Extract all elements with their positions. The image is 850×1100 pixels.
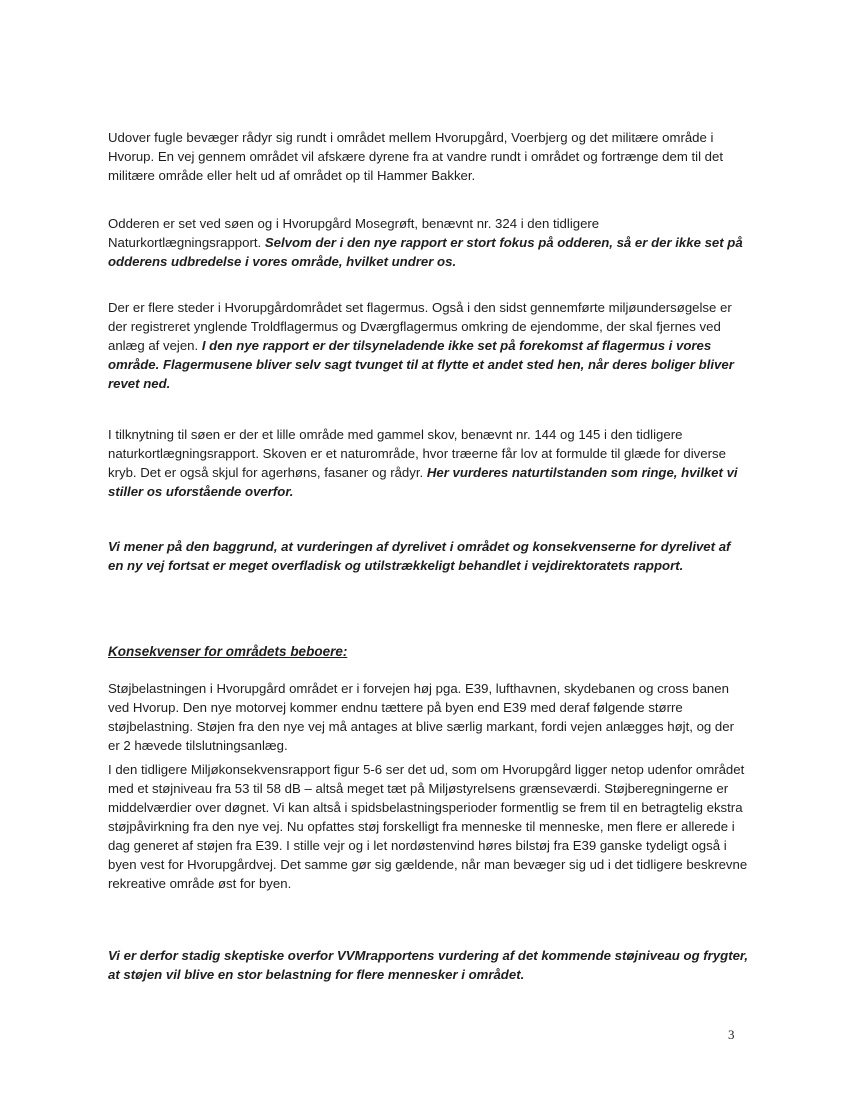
paragraph-text: I tilknytning til søen er der et lille område med gammel skov, benævnt nr. 144 og 145 i den tidligere naturkortlægningsrapport. Skoven er et naturområde, hvor træerne får lov at formulde til glæde for diverse kryb. Det er også skjul for agerhøns, fasaner og rådyr.: [108, 427, 726, 480]
paragraph-emphasis: I den nye rapport er der tilsyneladende ikke set på forekomst af flagermus i vores område. Flagermusene bliver selv sagt tvunget til at flytte et andet sted hen, når deres boliger bliver revet ned.: [108, 338, 734, 391]
paragraph-bats: [108, 298, 748, 393]
paragraph-text: Der er flere steder i Hvorupgårdområdet set flagermus. Også i den sidst gennemførte miljøundersøgelse er der registreret ynglende Troldflagermus og Dværgflagermus omkring de ejendomme, der skal fjernes ved anlæg af vejen.: [108, 300, 732, 353]
paragraph-emphasis: Her vurderes naturtilstanden som ringe, hvilket vi stiller os uforstående overfor.: [108, 465, 738, 499]
paragraph-forest: [108, 425, 748, 501]
paragraph-noise-conclusion: Vi er derfor stadig skeptiske overfor VVMrapportens vurdering af det kommende støjniveau og frygter, at støjen vil blive en stor belastning for flere mennesker i området.: [108, 948, 748, 982]
paragraph-emphasis: Selvom der i den nye rapport er stort fokus på odderen, så er der ikke set på odderens udbredelse i vores område, hvilket undrer os.: [108, 235, 743, 269]
section-heading: Konsekvenser for områdets beboere:: [108, 644, 348, 659]
paragraph-noise-intro: Støjbelastningen i Hvorupgård området er i forvejen høj pga. E39, lufthavnen, skydebanen og cross banen ved Hvorup. Den nye motorvej kommer endnu tættere på byen end E39 med deraf følgende større støjbelastning. Støjen fra den nye vej må antages at blive særlig markant, fordi vejen anlægges højt, og der er 2 hævede tilslutningsanlæg.: [108, 681, 734, 753]
page-number: 3: [728, 1027, 735, 1042]
paragraph-noise-detail: I den tidligere Miljøkonsekvensrapport figur 5-6 ser det ud, som om Hvorupgård ligger netop udenfor området med et støjniveau fra 53 til 58 dB – altså meget tæt på Miljøstyrelsens grænseværdi. Støjberegningerne er middelværdier over døgnet. Vi kan altså i spidsbelastningsperioder formentlig se frem til en betragtelig ekstra støjpåvirkning fra den nye vej. Nu opfattes støj forskelligt fra menneske til menneske, men flere er allerede i dag generet af støjen fra E39. I stille vejr og i let nordøstenvind høres bilstøj fra E39 ganske tydeligt også i byen vest for Hvorupgårdvej. Det samme gør sig gældende, når man bevæger sig ud i det tidligere beskrevne rekreative område øst for byen.: [108, 762, 748, 891]
paragraph-deer: [108, 128, 748, 185]
paragraph-text: Udover fugle bevæger rådyr sig rundt i området mellem Hvorupgård, Voerbjerg og det militære område i Hvorup. En vej gennem området vil afskære dyrene fra at vandre rundt i området og fortrænge dem til det militære område eller helt ud af området op til Hammer Bakker.: [108, 130, 723, 183]
paragraph-otter: [108, 214, 748, 271]
paragraph-emphasis: Vi mener på den baggrund, at vurderingen af dyrelivet i området og konsekvenserne for dyrelivet af en ny vej fortsat er meget overfladisk og utilstrækkeligt behandlet i vejdirektoratets rapport.: [108, 539, 731, 573]
paragraph-text: Odderen er set ved søen og i Hvorupgård Mosegrøft, benævnt nr. 324 i den tidligere Naturkortlægningsrapport.: [108, 216, 600, 250]
paragraph-wildlife-conclusion: [108, 537, 748, 575]
